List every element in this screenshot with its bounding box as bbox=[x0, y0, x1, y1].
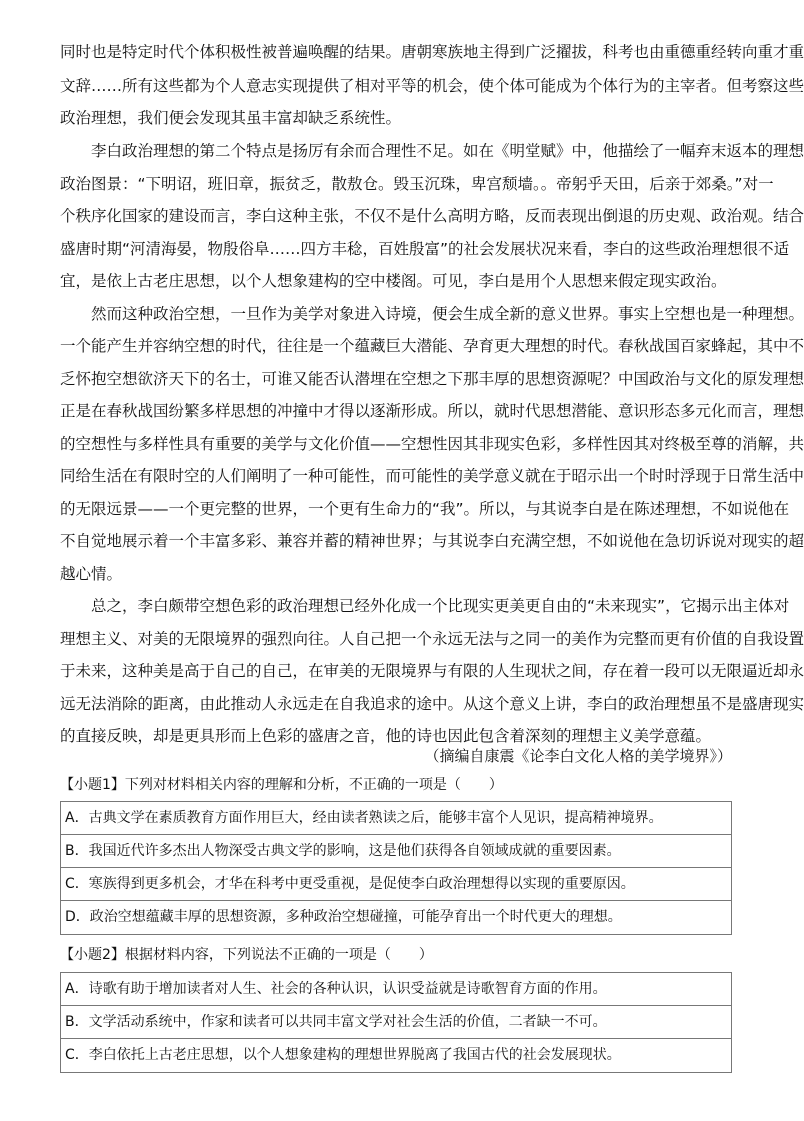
article-line: 盛唐时期“河清海晏，物殷俗阜……四方丰稔，百姓殷富”的社会发展状况来看，李白的这些政治理想很不适 bbox=[60, 240, 790, 258]
article-line: 政治理想，我们便会发现其虽丰富却缺乏系统性。 bbox=[60, 109, 402, 127]
article-line: 同时也是特定时代个体积极性被普遍唤醒的结果。唐朝寒族地主得到广泛擢拔，科考也由重德重经转向重才重 bbox=[60, 43, 804, 61]
article-line: 文辞……所有这些都为个人意志实现提供了相对平等的机会，使个体可能成为个体行为的主宰者。但考察这些 bbox=[60, 77, 804, 95]
article-line: 于未来，这种美是高于自己的自己，在审美的无限境界与有限的人生现状之间，存在着一段可以无限逼近却永 bbox=[60, 662, 804, 680]
article-line: 正是在春秋战国纷繁多样思想的冲撞中才得以逐渐形成。所以，就时代思想潜能、意识形态多元化而言，理想 bbox=[60, 402, 804, 420]
article-line: 越心情。 bbox=[60, 565, 123, 583]
question-1-options bbox=[60, 801, 732, 935]
article-line: 一个能产生并容纳空想的时代，往往是一个蕴藏巨大潜能、孕育更大理想的时代。春秋战国百家蜂起，其中不 bbox=[60, 337, 804, 355]
article-line: 政治图景：“下明诏，班旧章，振贫乏，散敖仓。毁玉沉珠，卑宫颓墙。。帝躬乎天田，后亲于郊桑。”对一 bbox=[60, 175, 774, 193]
option-d[interactable]: D．政治空想蕴藏丰厚的思想资源，多种政治空想碰撞，可能孕育出一个时代更大的理想。 bbox=[65, 909, 622, 925]
article-line: 远无法消除的距离，由此推动人永远走在自我追求的途中。从这个意义上讲，李白的政治理想虽不是盛唐现实 bbox=[60, 695, 804, 713]
article-line: 的无限远景——一个更完整的世界，一个更有生命力的“我”。所以，与其说李白是在陈述理想，不如说他在 bbox=[60, 500, 790, 518]
article-line: 理想主义、对美的无限境界的强烈向往。人自己把一个永远无法与之同一的美作为完整而更有价值的自我设置 bbox=[60, 630, 804, 648]
article-source: （摘编自康震《论李白文化人格的美学境界》） bbox=[424, 747, 732, 765]
article-line: 总之，李白颇带空想色彩的政治理想已经外化成一个比现实更美更自由的“未来现实”，它揭示出主体对 bbox=[91, 597, 790, 615]
option-a[interactable]: A．古典文学在素质教育方面作用巨大，经由读者熟读之后，能够丰富个人见识，提高精神境界。 bbox=[61, 802, 731, 835]
question-2-title: 【小题2】根据材料内容，下列说法不正确的一项是（ ） bbox=[60, 947, 433, 963]
article-line: 乏怀抱空想欲济天下的名士，可谁又能否认潜埋在空想之下那丰厚的思想资源呢？中国政治与文化的原发理想 bbox=[60, 370, 804, 388]
article-line: 的空想性与多样性具有重要的美学与文化价值——空想性因其非现实色彩，多样性因其对终极至尊的消解，共 bbox=[60, 435, 804, 453]
question-1-title: 【小题1】下列对材料相关内容的理解和分析，不正确的一项是（ ） bbox=[60, 777, 503, 793]
option-c[interactable]: C．寒族得到更多机会，才华在科考中更受重视，是促使李白政治理想得以实现的重要原因。 bbox=[61, 868, 731, 901]
article-line: 个秩序化国家的建设而言，李白这种主张，不仅不是什么高明方略，反而表现出倒退的历史观、政治观。结合 bbox=[60, 207, 804, 225]
option-b[interactable]: B．文学活动系统中，作家和读者可以共同丰富文学对社会生活的价值，二者缺一不可。 bbox=[61, 1006, 731, 1039]
option-a[interactable]: A．诗歌有助于增加读者对人生、社会的各种认识，认识受益就是诗歌智育方面的作用。 bbox=[61, 973, 731, 1006]
article-line: 李白政治理想的第二个特点是扬厉有余而合理性不足。如在《明堂赋》中，他描绘了一幅弃末返本的理想 bbox=[91, 142, 804, 160]
question-2-options bbox=[60, 972, 732, 1073]
article-line: 不自觉地展示着一个丰富多彩、兼容并蓄的精神世界；与其说李白充满空想，不如说他在急切诉说对现实的超 bbox=[60, 532, 804, 550]
article-line: 宜，是依上古老庄思想，以个人想象建构的空中楼阁。可见，李白是用个人思想来假定现实政治。 bbox=[60, 272, 727, 290]
article-line: 然而这种政治空想，一旦作为美学对象进入诗境，便会生成全新的意义世界。事实上空想也是一种理想。 bbox=[91, 305, 804, 323]
option-b[interactable]: B．我国近代许多杰出人物深受古典文学的影响，这是他们获得各自领域成就的重要因素。 bbox=[61, 835, 731, 868]
option-c[interactable]: C．李白依托上古老庄思想，以个人想象建构的理想世界脱离了我国古代的社会发展现状。 bbox=[65, 1047, 621, 1063]
article-line: 的直接反映，却是更具形而上色彩的盛唐之音，他的诗也因此包含着深刻的理想主义美学意蕴。 bbox=[60, 727, 712, 745]
article-line: 同给生活在有限时空的人们阐明了一种可能性，而可能性的美学意义就在于昭示出一个时时浮现于日常生活中 bbox=[60, 467, 804, 485]
